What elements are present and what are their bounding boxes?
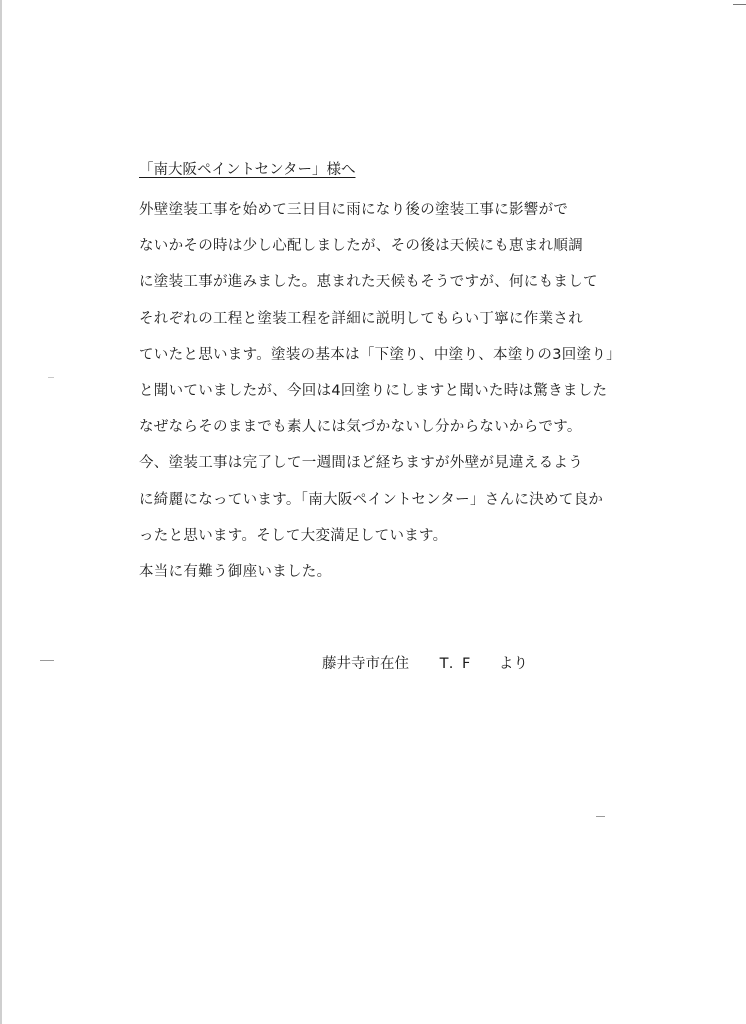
signature-suffix: より [498, 656, 528, 672]
scan-speck [48, 377, 54, 378]
letter-line: ないかその時は少し心配しましたが、その後は天候にも恵まれ順調 [139, 238, 583, 255]
letter-salutation: 「南大阪ペイントセンター」様へ [139, 162, 356, 178]
scan-edge-shadow [0, 0, 2, 1024]
letter-line: に綺麗になっています。「南大阪ペイントセンター」さんに決めて良か [139, 491, 604, 508]
letter-line: ったと思います。そして大変満足しています。 [139, 527, 448, 544]
letter-line: 本当に有難う御座いました。 [139, 563, 332, 580]
letter-line: なぜならそのままでも素人には気づかないし分からないからです。 [139, 419, 582, 436]
letter-signature [322, 650, 528, 678]
signature-initials: T. F [439, 656, 473, 672]
scan-speck [733, 4, 746, 5]
letter-text [139, 192, 639, 590]
letter-line: 今、塗装工事は完了して一週間ほど経ちますが外壁が見違えるよう [139, 455, 583, 472]
scan-speck [40, 660, 54, 661]
letter-line: 外壁塗装工事を始めて三日目に雨になり後の塗装工事に影響がで [139, 202, 569, 218]
letter-line: ていたと思います。塗装の基本は「下塗り、中塗り、本塗りの3回塗り」 [139, 346, 621, 363]
scan-speck [596, 816, 605, 817]
letter-line: それぞれの工程と塗装工程を詳細に説明してもらい丁寧に作業され [139, 310, 583, 327]
letter-line: に塗装工事が進みました。恵まれた天候もそうですが、何にもまして [139, 274, 598, 291]
signature-location: 藤井寺市在住 [322, 656, 409, 672]
letter-body [139, 156, 639, 590]
letter-line: と聞いていましたが、今回は4回塗りにしますと聞いた時は驚きました [139, 382, 608, 399]
